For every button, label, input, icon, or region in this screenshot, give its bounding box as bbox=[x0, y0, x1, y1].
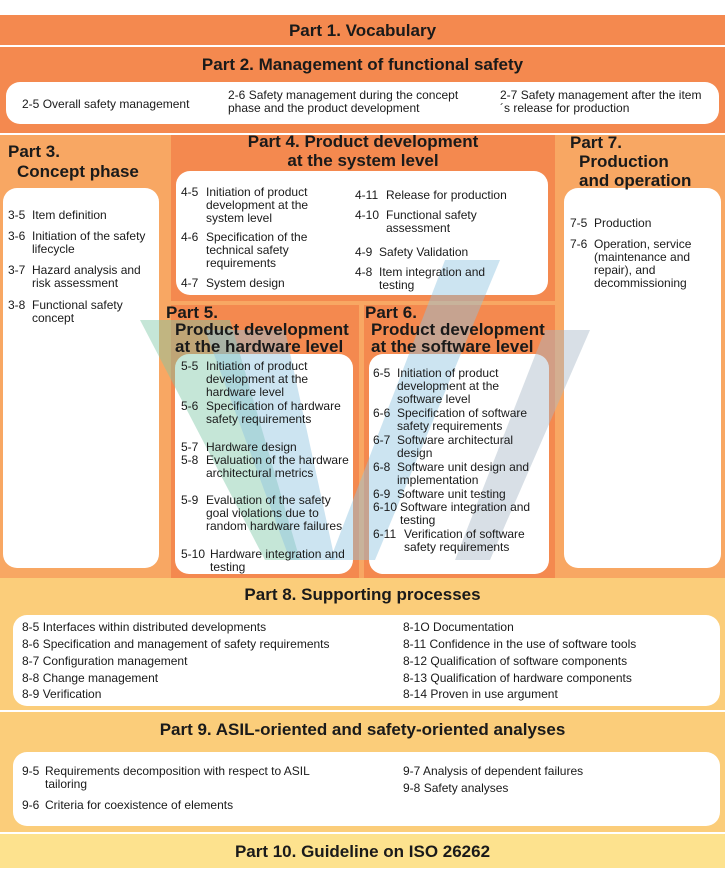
part6-item: 6-6 Specification of software safety requirements bbox=[373, 406, 528, 433]
part8-title: Part 8. Supporting processes bbox=[244, 585, 481, 604]
part5-item: 5-8 Evaluation of the hardware architectural metrics bbox=[181, 453, 349, 480]
part7-title-line3: and operation bbox=[579, 171, 692, 190]
part8-item: 8-7 Configuration management bbox=[22, 654, 188, 668]
part2-item: 2-5 Overall safety management bbox=[22, 97, 190, 111]
part4-item: 4-10 Functional safety assessment bbox=[355, 208, 477, 235]
part3-item: 3-8 Functional safety concept bbox=[8, 298, 123, 325]
part6-item: 6-10 Software integration and testing bbox=[373, 500, 531, 527]
part4-item: 4-5 Initiation of product development at the system level bbox=[181, 185, 309, 225]
part2-title: Part 2. Management of functional safety bbox=[201, 55, 524, 74]
part8-item: 8-5 Interfaces within distributed developments bbox=[22, 620, 267, 634]
part6-title-line2: Product development bbox=[371, 320, 545, 339]
part8-item: 8-12 Qualification of software components bbox=[403, 654, 628, 668]
part8-item: 8-11 Confidence in the use of software tools bbox=[403, 637, 637, 651]
part8-item: 8-6 Specification and management of safety requirements bbox=[22, 637, 330, 651]
part4-item: 4-6 Specification of the technical safety requirements bbox=[181, 230, 308, 270]
part6-item: 6-9 Software unit testing bbox=[373, 487, 506, 501]
part7-title-line1: Part 7. bbox=[570, 133, 622, 152]
part4-title-line1: Part 4. Product development bbox=[247, 132, 479, 151]
part6-item: 6-11 Verification of software safety requirements bbox=[373, 527, 525, 554]
part3-item: 3-5 Item definition bbox=[8, 208, 107, 222]
part8-item: 8-14 Proven in use argument bbox=[403, 687, 558, 701]
part8-item: 8-8 Change management bbox=[22, 671, 159, 685]
part6-title-line3: at the software level bbox=[371, 337, 534, 356]
part9-item: 9-7 Analysis of dependent failures bbox=[403, 764, 584, 778]
part2-item: 2-6 Safety management during the concept phase and the product development bbox=[228, 88, 459, 115]
part5-title-line2: Product development bbox=[175, 320, 349, 339]
part8-item: 8-1O Documentation bbox=[403, 620, 514, 634]
part3-title-line1: Part 3. bbox=[8, 142, 60, 161]
part9-item: 9-5 Requirements decomposition with respect to ASIL tailoring bbox=[22, 764, 310, 791]
part5-item: 5-10 Hardware integration and testing bbox=[181, 547, 345, 574]
part4-item: 4-11 Release for production bbox=[355, 188, 507, 202]
part4-item: 4-8 Item integration and testing bbox=[355, 265, 486, 292]
part3-item: 3-7 Hazard analysis and risk assessment bbox=[8, 263, 141, 290]
part6-item: 6-5 Initiation of product development at the software level bbox=[373, 366, 500, 406]
part7-title-line2: Production bbox=[579, 152, 669, 171]
part9-title: Part 9. ASIL-oriented and safety-oriented analyses bbox=[159, 720, 566, 739]
part5-title-line3: at the hardware level bbox=[175, 337, 344, 356]
part7-item: 7-6 Operation, service (maintenance and repair), and decommissioning bbox=[570, 237, 692, 290]
part4-item: 4-7 System design bbox=[181, 276, 285, 290]
part7-item: 7-5 Production bbox=[570, 216, 652, 230]
part1-title: Part 1. Vocabulary bbox=[288, 21, 437, 40]
part5-item: 5-5 Initiation of product development at the hardware level bbox=[181, 359, 309, 399]
part5-item: 5-7 Hardware design bbox=[181, 440, 297, 454]
part6-item: 6-8 Software unit design and implementation bbox=[373, 460, 530, 487]
part8-item: 8-13 Qualification of hardware components bbox=[403, 671, 632, 685]
part3-item: 3-6 Initiation of the safety lifecycle bbox=[8, 229, 146, 256]
part5-title-line1: Part 5. bbox=[166, 303, 218, 322]
part9-item: 9-8 Safety analyses bbox=[403, 781, 509, 795]
part8-item: 8-9 Verification bbox=[22, 687, 102, 701]
part6-title-line1: Part 6. bbox=[365, 303, 417, 322]
part5-item: 5-9 Evaluation of the safety goal violations due to random hardware failures bbox=[181, 493, 343, 533]
part4-title-line2: at the system level bbox=[287, 151, 439, 170]
part5-item: 5-6 Specification of hardware safety requirements bbox=[181, 399, 341, 426]
part9-item: 9-6 Criteria for coexistence of elements bbox=[22, 798, 234, 812]
part6-item: 6-7 Software architectural design bbox=[373, 433, 514, 460]
part4-item: 4-9 Safety Validation bbox=[355, 245, 469, 259]
part2-item: 2-7 Safety management after the item´s release for production bbox=[500, 88, 702, 115]
part10-title: Part 10. Guideline on ISO 26262 bbox=[234, 842, 491, 861]
part3-title-line2: Concept phase bbox=[17, 162, 139, 181]
